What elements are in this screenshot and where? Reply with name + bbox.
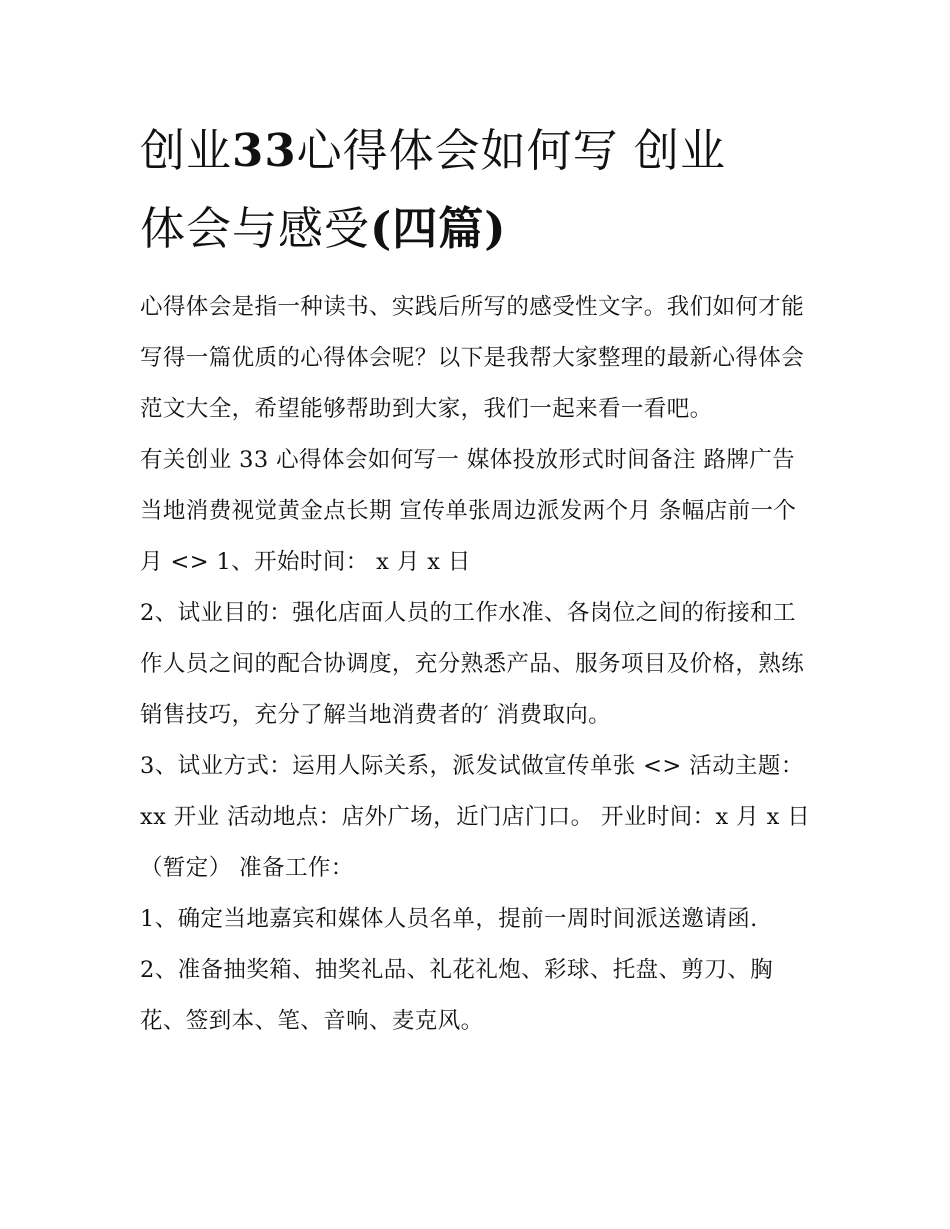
paragraph-supplies: 2、准备抽奖箱、抽奖礼品、礼花礼炮、彩球、托盘、剪刀、胸花、签到本、笔、音响、麦克风。 xyxy=(140,957,774,1034)
paragraph-trial-purpose: 2、试业目的：强化店面人员的工作水准、各岗位之间的衔接和工作人员之间的配合协调度，充分熟悉产品、服务项目及价格，熟练销售技巧，充分了解当地消费者的′ 消费取向。 xyxy=(140,600,805,728)
document-title xyxy=(140,112,820,268)
document-body xyxy=(140,282,812,1047)
title-text: 心得体会如何写 创业 xyxy=(296,124,726,177)
title-line-1 xyxy=(140,112,820,190)
title-text: 创业 xyxy=(140,124,233,177)
paragraph-trial-method: 3、试业方式：运用人际关系，派发试做宣传单张 <> 活动主题：xx 开业 活动地点：店外广场，近门店门口。 开业时间：x 月 x 日（暂定） 准备工作： xyxy=(140,753,811,881)
title-line-2 xyxy=(140,190,820,268)
title-parenthetical: (四篇) xyxy=(370,202,507,255)
paragraph-intro: 心得体会是指一种读书、实践后所写的感受性文字。我们如何才能写得一篇优质的心得体会呢？以下是我帮大家整理的最新心得体会范文大全，希望能够帮助到大家，我们一起来看一看吧。 xyxy=(140,294,805,422)
title-number: 33 xyxy=(232,124,297,177)
paragraph-media-plan: 有关创业 33 心得体会如何写一 媒体投放形式时间备注 路牌广告当地消费视觉黄金点长期 宣传单张周边派发两个月 条幅店前一个月 <> 1、开始时间： x 月 x 日 xyxy=(140,447,797,575)
title-text: 体会与感受 xyxy=(140,202,371,255)
paragraph-guest-list: 1、确定当地嘉宾和媒体人员名单，提前一周时间派送邀请函. xyxy=(140,906,758,932)
